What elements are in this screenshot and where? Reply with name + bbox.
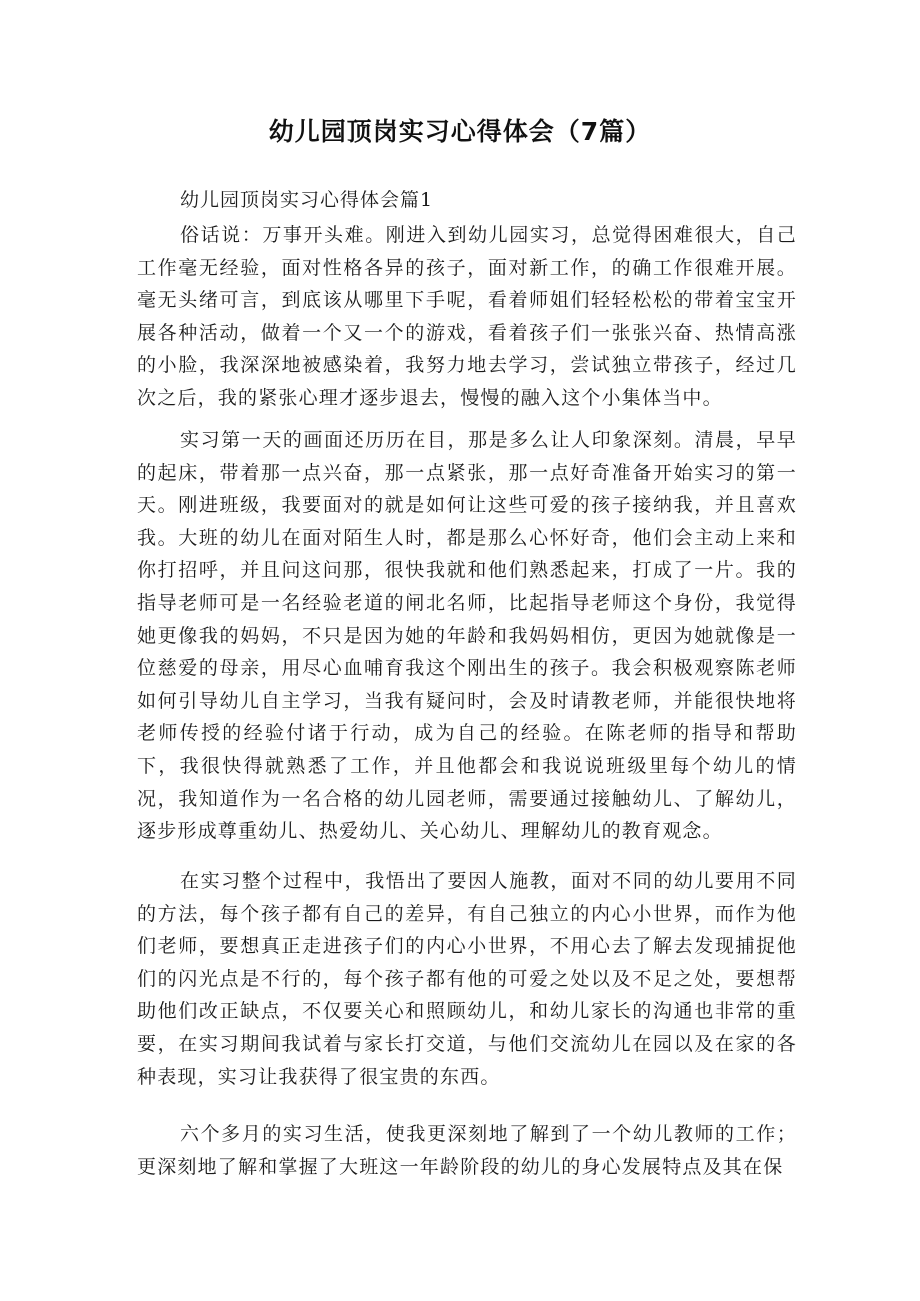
document-title: 幼儿园顶岗实习心得体会（7篇） xyxy=(268,117,652,146)
paragraph: 俗话说：万事开头难。刚进入到幼儿园实习，总觉得困难很大，自己工作毫无经验，面对性格各异的孩子，面对新工作，的确工作很难开展。毫无头绪可言，到底该从哪里下手呢，看着师姐们轻轻松松的带着宝宝开展各种活动，做着一个又一个的游戏，看着孩子们一张张兴奋、热情高涨的小脸，我深深地被感染着，我努力地去学习，尝试独立带孩子，经过几次之后，我的紧张心理才逐步退去，慢慢的融入这个小集体当中。 xyxy=(137,224,797,409)
paragraph: 在实习整个过程中，我悟出了要因人施教，面对不同的幼儿要用不同的方法，每个孩子都有自己的差异，有自己独立的内心小世界，而作为他们老师，要想真正走进孩子们的内心小世界，不用心去了解去发现捕捉他们的闪光点是不行的，每个孩子都有他的可爱之处以及不足之处，要想帮助他们改正缺点，不仅要关心和照顾幼儿，和幼儿家长的沟通也非常的重要，在实习期间我试着与家长打交道，与他们交流幼儿在园以及在家的各种表现，实习让我获得了很宝贵的东西。 xyxy=(137,870,797,1088)
paragraph: 实习第一天的画面还历历在目，那是多么让人印象深刻。清晨，早早的起床，带着那一点兴奋，那一点紧张，那一点好奇准备开始实习的第一天。刚进班级，我要面对的就是如何让这些可爱的孩子接纳我，并且喜欢我。大班的幼儿在面对陌生人时，都是那么心怀好奇，他们会主动上来和你打招呼，并且问这问那，很快我就和他们熟悉起来，打成了一片。我的指导老师可是一名经验老道的闸北名师，比起指导老师这个身份，我觉得她更像我的妈妈，不只是因为她的年龄和我妈妈相仿，更因为她就像是一位慈爱的母亲，用尽心血哺育我这个刚出生的孩子。我会积极观察陈老师如何引导幼儿自主学习，当我有疑问时，会及时请教老师，并能很快地将老师传授的经验付诸于行动，成为自己的经验。在陈老师的指导和帮助下，我很快得就熟悉了工作，并且他都会和我说说班级里每个幼儿的情况，我知道作为一名合格的幼儿园老师，需要通过接触幼儿、了解幼儿，逐步形成尊重幼儿、热爱幼儿、关心幼儿、理解幼儿的教育观念。 xyxy=(137,429,797,843)
paragraph: 六个多月的实习生活，使我更深刻地了解到了一个幼儿教师的工作；更深刻地了解和掌握了大班这一年龄阶段的幼儿的身心发展特点及其在保 xyxy=(137,1123,797,1178)
section-heading: 幼儿园顶岗实习心得体会篇1 xyxy=(180,189,434,211)
